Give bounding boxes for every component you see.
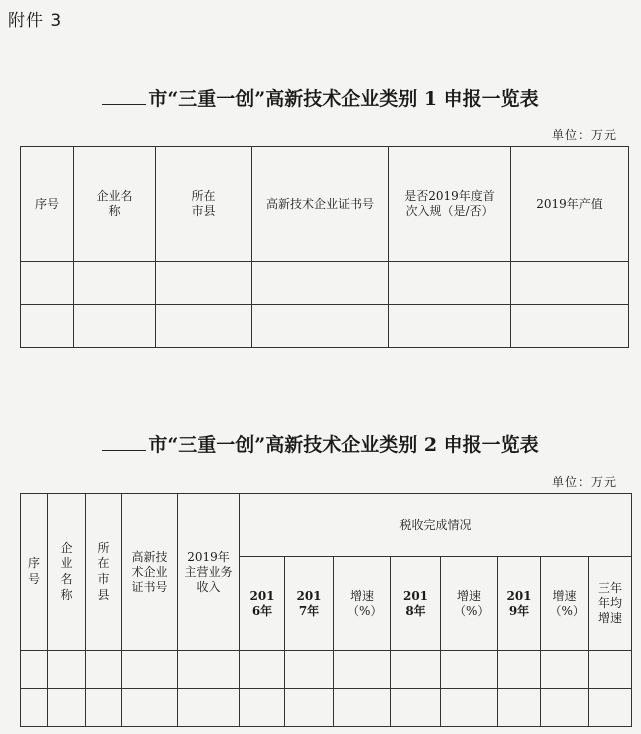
table2-title: [0, 430, 641, 457]
table2: [20, 493, 632, 727]
table2-header-avg: 三年年均增速: [589, 557, 632, 651]
table2-header-county: 所在市县: [86, 494, 122, 651]
table2-header-2016: 2016年: [240, 557, 285, 651]
table-row: [21, 305, 629, 348]
table1-header-row: [21, 147, 629, 262]
table2-header-name: 企业名称: [48, 494, 86, 651]
table2-header-revenue: 2019年主营业务收入: [178, 494, 240, 651]
table2-header-tax: 税收完成情况: [240, 494, 632, 557]
table2-header-2018: 2018年: [391, 557, 441, 651]
table1-header-county: 所在市县: [156, 147, 252, 262]
table1-header-output: 2019年产值: [511, 147, 629, 262]
table2-header-row-1: [21, 494, 632, 557]
table1: [20, 146, 629, 348]
table2-title-text: 市“三重一创”高新技术企业类别 2 申报一览表: [148, 434, 539, 456]
table1-header-cert: 高新技术企业证书号: [252, 147, 389, 262]
table2-header-2017: 2017年: [285, 557, 334, 651]
table2-header-cert: 高新技术企业证书号: [122, 494, 178, 651]
table1-unit: 单位：万元: [551, 128, 617, 142]
table-row: [21, 262, 629, 305]
table1-header-first-time: 是否2019年度首次入规（是/否）: [389, 147, 511, 262]
title-blank-line: [102, 450, 146, 451]
table2-header-2019: 2019年: [498, 557, 541, 651]
table2-header-growth-1: 增速（%）: [334, 557, 391, 651]
table1-title-text: 市“三重一创”高新技术企业类别 1 申报一览表: [148, 88, 539, 110]
table2-header-growth-2: 增速（%）: [441, 557, 498, 651]
table2-unit: 单位：万元: [551, 475, 617, 489]
table1-header-seq: 序号: [21, 147, 74, 262]
table1-header-name: 企业名称: [74, 147, 156, 262]
table1-title: [0, 84, 641, 111]
table-row: [21, 651, 632, 689]
attachment-label: 附件 3: [8, 11, 63, 31]
table2-header-growth-3: 增速（%）: [541, 557, 589, 651]
table-row: [21, 689, 632, 727]
title-blank-line: [102, 104, 146, 105]
table2-header-seq: 序号: [21, 494, 48, 651]
